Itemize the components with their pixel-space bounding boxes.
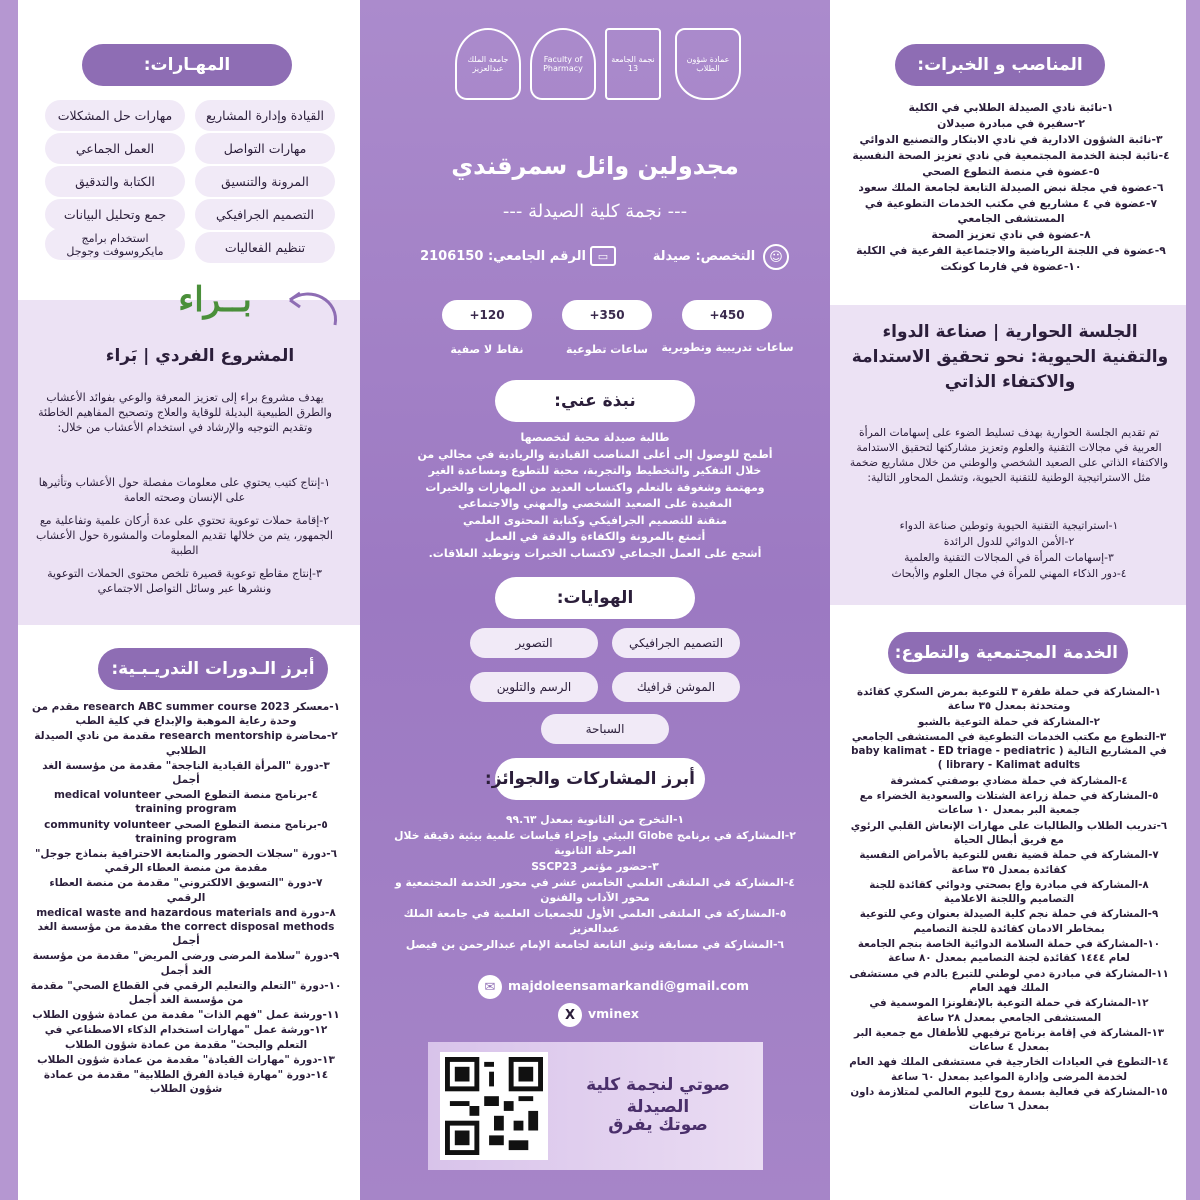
skill-chip: جمع وتحليل البيانات <box>45 199 185 230</box>
email-icon[interactable]: ✉ <box>478 975 502 999</box>
logo-pharmacy-faculty: Faculty of Pharmacy <box>530 28 596 100</box>
left-column <box>0 0 360 1200</box>
list-item: ٨-المشاركة في مبادرة واع بصحتي ودوائي كقائدة للجنة التصاميم واللجنة الاعلامية <box>869 878 1149 906</box>
x-handle[interactable]: vminex <box>588 1006 639 1021</box>
student-subtitle: --- نجمة كلية الصيدلة --- <box>502 201 688 222</box>
list-item: ١٠-دورة "التعلم والتعليم الرقمي في القطاع الصحي" مقدمة من مؤسسة الغد أجمل <box>30 979 342 1007</box>
stat-label-training: ساعات تدريبية وتطويرية <box>661 341 794 354</box>
courses-title: أبرز الـدورات التدريـبـية: <box>98 648 328 690</box>
list-item: ٦-عضوة في مجلة نبض الصيدلة التابعة لجامعة الملك سعود <box>858 181 1164 194</box>
list-item: ٣-التطوع مع مكتب الخدمات التطوعية في المستشفى الجامعي في المشاريع التالية ( baby kalimat - ED triage - pediatric library - Kalimat adults ) <box>851 730 1167 772</box>
list-item: ٦-المشاركة في مسابقة وثيق التابعة لجامعة الإمام عبدالرحمن بن فيصل <box>405 938 785 951</box>
id-card-icon: ▭ <box>590 246 616 266</box>
x-logo-icon[interactable]: X <box>558 1003 582 1027</box>
hobby-chip: السباحة <box>541 714 669 744</box>
skill-chip: الكتابة والتدقيق <box>45 166 185 197</box>
about-line: ومهتمة وشغوفة بالتعلم واكتساب العديد من المهارات والخبرات <box>425 480 765 494</box>
list-item: ٤-المشاركة في الملتقى العلمي الخامس عشر في محور الخدمة المجتمعية و محور الآداب والفنون <box>395 876 795 904</box>
logo-kau: جامعة الملك عبدالعزيز <box>455 28 521 100</box>
curved-arrow-icon <box>280 285 345 345</box>
right-column <box>830 0 1200 1200</box>
logo-star-13: نجمة الجامعة 13 <box>605 28 661 100</box>
skill-chip: استخدام برامج مايكروسوفت وجوجل <box>45 228 185 260</box>
list-item: ٤-دور الذكاء المهني للمرأة في مجال العلوم والأبحاث <box>891 567 1127 580</box>
service-list <box>848 685 1170 1115</box>
list-item: ٩-المشاركة في حملة نجم كلية الصيدلة بعنوان وعي للتوعية بمخاطر الادمان كقائدة للجنة التصاميم <box>859 908 1159 935</box>
id-value: 2106150 <box>420 249 484 264</box>
center-column <box>360 0 830 1200</box>
vote-line-1: صوتي لنجمة كلية الصيدلة <box>586 1075 730 1117</box>
positions-list <box>852 100 1170 275</box>
about-line: أطمح للوصول إلى أعلى المناصب القيادية والريادية في مجالي من <box>417 447 773 461</box>
list-item: ٧-المشاركة في حملة قضية نفس للتوعية بالأمراض النفسية كقائدة بمعدل ٣٥ ساعة <box>859 849 1159 876</box>
list-item: ٤-نائبة لجنة الخدمة المجتمعية في نادي تعزيز الصحة النفسية <box>852 149 1170 162</box>
email-link[interactable]: majdoleensamarkandi@gmail.com <box>508 978 750 993</box>
list-item: ٢-المشاركة في حملة التوعية بالشبو <box>918 715 1100 728</box>
about-line: طالبة صيدلة محبة لتخصصها <box>520 431 670 444</box>
list-item: ٢-محاضرة research mentorship مقدمة من نادي الصيدلة الطلابي <box>34 730 338 757</box>
list-item: ٢-الأمن الدوائي للدول الرائدة <box>943 535 1075 548</box>
list-item: ٤-المشاركة في حملة مضادي بوصفتي كمشرفة <box>890 774 1128 787</box>
list-item: ٢-إقامة حملات توعوية تحتوي على عدة أركان علمية وتفاعلية مع الجمهور، يتم من خلالها تقديم المعلومات والمشورة حول الأعشاب الطبية <box>36 514 333 557</box>
list-item: ٨-عضوة في نادي تعزيز الصحة <box>931 228 1091 241</box>
hobbies-title: الهوايات: <box>495 577 695 619</box>
stat-value-volunteer: 350+ <box>562 300 652 330</box>
baraa-logo: بــراء <box>178 280 252 320</box>
list-item: ١٠-المشاركة في حملة السلامة الدوائية الخاصة بنجم الجامعة لعام ١٤٤٤ كقائدة لجنة التصاميم بمعدل ٨٠ ساعة <box>857 938 1161 965</box>
list-item: ٢-المشاركة في برنامج Globe البيئي وإجراء قياسات علمية بيئية دقيقة خلال المرحلة الثانوية <box>394 829 796 857</box>
awards-title: أبرز المشاركات والجوائز: <box>495 758 705 800</box>
list-item: ١-التخرج من الثانوية بمعدل ٩٩.٦٣ <box>505 813 685 826</box>
skill-chip: مهارات حل المشكلات <box>45 100 185 131</box>
left-stripe <box>0 0 18 1200</box>
project-description: يهدف مشروع براء إلى تعزيز المعرفة والوعي بفوائد الأعشاب والطرق الطبيعية البديلة للوقاية والعلاج وتصحيح المفاهيم الخاطئة وتقديم التوجيه والإرشاد في استخدام الأعشاب من خلال: <box>38 391 332 434</box>
list-item: ٥-برنامج منصة التطوع الصحي community volunteer training program <box>44 818 328 845</box>
list-item: ١٥-المشاركة في فعالية بسمة روح لليوم العالمي لمتلازمة داون بمعدل ٦ ساعات <box>850 1086 1168 1113</box>
list-item: ٣-نائبة الشؤون الادارية في نادي الابتكار والتصنيع الدوائي <box>859 133 1163 146</box>
stat-label-points: نقاط لا صفية <box>450 343 524 356</box>
list-item: ٢-سفيرة في مبادرة صيدلان <box>937 117 1085 130</box>
project-title: المشروع الفردي | بَراء <box>105 346 295 366</box>
session-description: تم تقديم الجلسة الحوارية بهدف تسليط الضوء على إسهامات المرأة العربية في مجالات التقنية والعلوم وتعزيز مشاركتها لتحقيق الاستدامة والاكتفاء الذاتي على الصعيد الشخصي والوطني من خلال مشاريع ضخمة مثل الاستراتيجية الوطنية للتقنية الحيوية، وتشمل المحاور التالية: <box>849 426 1169 484</box>
vote-line-2: صوتك يفرق <box>608 1115 708 1135</box>
list-item: ٣-إسهامات المرأة في المجالات التقنية والعلمية <box>904 551 1114 564</box>
skill-chip: التصميم الجرافيكي <box>195 199 335 230</box>
brain-head-icon: ☺ <box>763 244 789 270</box>
major-label: التخصص: <box>695 249 756 264</box>
skills-title: المهـارات: <box>82 44 292 86</box>
stat-value-training: 450+ <box>682 300 772 330</box>
session-title: الجلسة الحوارية | صناعة الدواء والتقنية الحيوية: نحو تحقيق الاستدامة والاكتفاء الذاتي <box>851 322 1169 392</box>
qr-code-icon <box>445 1057 543 1155</box>
major-value: صيدلة <box>652 249 691 264</box>
service-title: الخدمة المجتمعية والتطوع: <box>888 632 1128 674</box>
qr-code[interactable] <box>440 1052 548 1160</box>
list-item: ٥-المشاركة في الملتقى العلمي الأول للجمعيات العلمية في جامعة الملك عبدالعزيز <box>403 907 787 935</box>
list-item: ١٣-المشاركة في إقامة برنامج ترفيهي للأطفال مع جمعية البر بمعدل ٤ ساعات <box>853 1026 1165 1054</box>
hobby-chip: الرسم والتلوين <box>470 672 598 702</box>
list-item: ٣-حضور مؤتمر SSCP23 <box>531 860 659 873</box>
list-item: ٩-عضوة في اللجنة الرياضية والاجتماعية الفرعية في الكلية <box>856 244 1166 257</box>
stat-value-points: 120+ <box>442 300 532 330</box>
major <box>648 249 760 265</box>
list-item: ١٣-دورة "مهارات القيادة" مقدمة من عمادة شؤون الطلاب <box>37 1053 335 1066</box>
list-item: ١٢-المشاركة في حملة التوعية بالإنفلونزا الموسمية في المستشفى الجامعي بمعدل ٢٨ ساعة <box>869 997 1149 1024</box>
list-item: ١١-ورشة عمل "فهم الذات" مقدمة من عمادة شؤون الطلاب <box>32 1009 340 1022</box>
list-item: ٣-إنتاج مقاطع توعوية قصيرة تلخص محتوى الحملات التوعوية ونشرها عبر وسائل التواصل الاجتماعي <box>47 567 322 595</box>
list-item: ٨-دورة medical waste and hazardous materials and the correct disposal methods مقدمة من مؤسسة الغد أجمل <box>36 906 336 948</box>
list-item: ١-استراتيجية التقنية الحيوية وتوطين صناعة الدواء <box>899 519 1119 532</box>
list-item: ١٢-ورشة عمل "مهارات استخدام الذكاء الاصطناعي في التعلم والبحث" مقدمة من عمادة شؤون الطلاب <box>44 1024 328 1051</box>
list-item: ١٤-دورة "مهارة قيادة الفرق الطلابية" مقدمة من عمادة شؤون الطلاب <box>43 1069 329 1096</box>
skill-chip: القيادة وإدارة المشاريع <box>195 100 335 131</box>
skill-chip: العمل الجماعي <box>45 133 185 164</box>
hobby-chip: الموشن قرافيك <box>612 672 740 702</box>
hobby-chip: التصوير <box>470 628 598 658</box>
list-item: ١-نائبة نادي الصيدلة الطلابي في الكلية <box>908 101 1114 114</box>
skill-chip: المرونة والتنسيق <box>195 166 335 197</box>
about-title: نبذة عني: <box>495 380 695 422</box>
about-line: متقنة للتصميم الجرافيكي وكتابة المحتوى العلمي <box>462 513 728 527</box>
student-name: مجدولين وائل سمرقندي <box>451 152 739 180</box>
list-item: ٦-تدريب الطلاب والطالبات على مهارات الإنعاش القلبي الرئوي مع فريق أبطال الحياة <box>850 819 1168 846</box>
list-item: ٤-برنامج منصة التطوع الصحي medical volunteer training program <box>53 789 319 816</box>
right-stripe <box>1186 0 1200 1200</box>
list-item: ٣-دورة "المرأة القيادية الناجحة" مقدمة من مؤسسة الغد أجمل <box>42 759 330 787</box>
project-items <box>32 475 337 597</box>
list-item: ٩-دورة "سلامة المرضى ورضى المريض" مقدمة من مؤسسة الغد أجمل <box>32 950 340 977</box>
vote-box <box>428 1042 763 1170</box>
list-item: ١٠-عضوة في فارما كونكت <box>940 260 1082 273</box>
session-items <box>848 518 1170 582</box>
list-item: ١-إنتاج كتيب يحتوي على معلومات مفصلة حول الأعشاب وتأثيرها على الإنسان وصحته العامة <box>38 476 331 504</box>
skill-chip: تنظيم الفعاليات <box>195 232 335 263</box>
list-item: ١-معسكر research ABC summer course 2023 مقدم من وحدة رعاية الموهبة والإبداع في كلية الطب <box>32 701 340 728</box>
skill-chip: مهارات التواصل <box>195 133 335 164</box>
about-text <box>385 430 805 562</box>
awards-list <box>385 812 805 953</box>
list-item: ٧-دورة "التسويق الالكتروني" مقدمة من منصة العطاء الرقمي <box>49 877 323 904</box>
list-item: ١١-المشاركة في مبادرة دمي لوطني للتبرع بالدم في مستشفى الملك فهد العام <box>849 967 1169 994</box>
list-item: ٧-عضوة في ٤ مشاريع في مكتب الخدمات التطوعية في المستشفى الجامعي <box>864 197 1158 225</box>
student-id <box>420 249 586 265</box>
about-line: المفيدة على الصعيد الشخصي والمهني والاجتماعي <box>458 497 732 510</box>
about-line: خلال التفكير والتخطيط والتجربة، محبة للتطوع ومساعدة الغير <box>428 464 762 477</box>
list-item: ٥-المشاركة في حملة زراعة الشتلات والسعودية الخضراء مع جمعية البر بمعدل ١٠ ساعات <box>859 790 1159 817</box>
logo-student-affairs: عمادة شؤون الطلاب <box>675 28 741 100</box>
list-item: ١٤-التطوع في العيادات الخارجية في مستشفى الملك فهد العام لخدمة المرضى وإدارة المواعيد بمعدل ٦٠ ساعة <box>849 1056 1169 1083</box>
list-item: ١-المشاركة في حملة طفرة ٣ للتوعية بمرض السكري كقائدة ومتحدثة بمعدل ٣٥ ساعة <box>857 686 1161 713</box>
about-line: أتمتع بالمرونة والكفاءة والدقة في العمل <box>484 530 706 543</box>
positions-title: المناصب و الخبرات: <box>895 44 1105 86</box>
courses-list <box>30 700 342 1097</box>
list-item: ٦-دورة "سجلات الحضور والمتابعة الاحترافية بنماذج جوجل" مقدمة من منصة العطاء الرقمي <box>34 848 338 875</box>
id-label: الرقم الجامعي: <box>487 249 586 264</box>
stat-label-volunteer: ساعات تطوعية <box>566 343 648 356</box>
list-item: ٥-عضوة في منصة التطوع الصحي <box>922 165 1100 178</box>
about-line: أشجع على العمل الجماعي لاكتساب الخبرات وتوطيد العلاقات. <box>428 546 762 560</box>
hobby-chip: التصميم الجرافيكي <box>612 628 740 658</box>
